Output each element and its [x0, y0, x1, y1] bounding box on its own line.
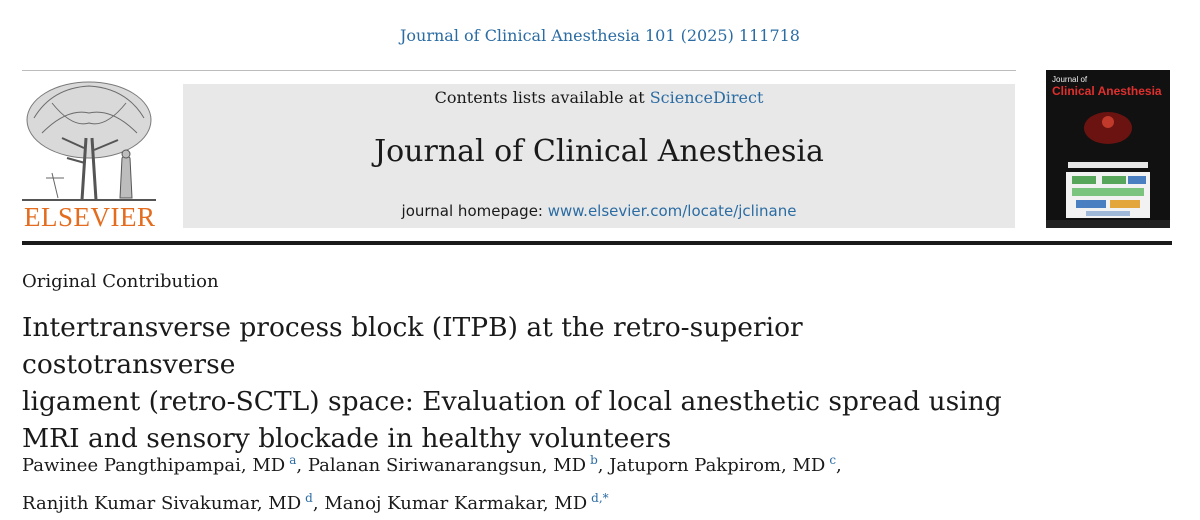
- contents-prefix: Contents lists available at: [434, 88, 650, 107]
- article-title: [22, 309, 1022, 457]
- affiliation-link[interactable]: a: [289, 453, 297, 467]
- author-separator: ,: [312, 493, 325, 514]
- author-list: [22, 444, 1122, 520]
- author-name[interactable]: Manoj Kumar Karmakar, MD: [324, 493, 588, 514]
- journal-title: Journal of Clinical Anesthesia: [374, 134, 824, 169]
- author-separator: ,: [597, 455, 610, 476]
- affiliation-link[interactable]: d: [305, 491, 313, 505]
- journal-banner: [183, 84, 1015, 228]
- contents-availability: [183, 88, 1015, 107]
- article-type: Original Contribution: [22, 271, 219, 292]
- author-separator: ,: [296, 455, 308, 476]
- author-name[interactable]: Palanan Siriwanarangsun, MD: [307, 455, 587, 476]
- header-divider: [22, 70, 1016, 71]
- tree-and-scholar-icon: [22, 78, 156, 202]
- author-name[interactable]: Jatuporn Pakpirom, MD: [609, 455, 826, 476]
- publisher-name[interactable]: ELSEVIER: [24, 202, 156, 232]
- author-name[interactable]: Ranjith Kumar Sivakumar, MD: [22, 493, 302, 514]
- header-thick-divider: [22, 241, 1172, 245]
- author-separator: ,: [836, 455, 842, 476]
- journal-citation[interactable]: [0, 26, 1200, 45]
- title-line-2: ligament (retro-SCTL) space: Evaluation of local anesthetic spread using: [22, 386, 1002, 417]
- homepage-link[interactable]: www.elsevier.com/locate/jclinane: [547, 202, 797, 220]
- author-name[interactable]: Pawinee Pangthipampai, MD: [22, 455, 286, 476]
- cover-title-line1: Journal of: [1052, 75, 1088, 84]
- sciencedirect-link[interactable]: ScienceDirect: [649, 88, 764, 107]
- affiliation-link[interactable]: b: [590, 453, 598, 467]
- journal-homepage: [183, 202, 1015, 220]
- homepage-prefix: journal homepage:: [401, 202, 548, 220]
- cover-artwork-icon: [1046, 70, 1170, 228]
- title-line-1: Intertransverse process block (ITPB) at the retro-superior costotransverse: [22, 312, 803, 380]
- citation-text[interactable]: Journal of Clinical Anesthesia 101 (2025) 111718: [400, 26, 800, 45]
- title-line-3: MRI and sensory blockade in healthy volunteers: [22, 423, 672, 454]
- affiliation-link[interactable]: d,*: [591, 491, 609, 505]
- affiliation-link[interactable]: c: [829, 453, 837, 467]
- journal-cover-thumbnail[interactable]: [1046, 70, 1170, 228]
- cover-title-line2: Clinical Anesthesia: [1052, 84, 1162, 98]
